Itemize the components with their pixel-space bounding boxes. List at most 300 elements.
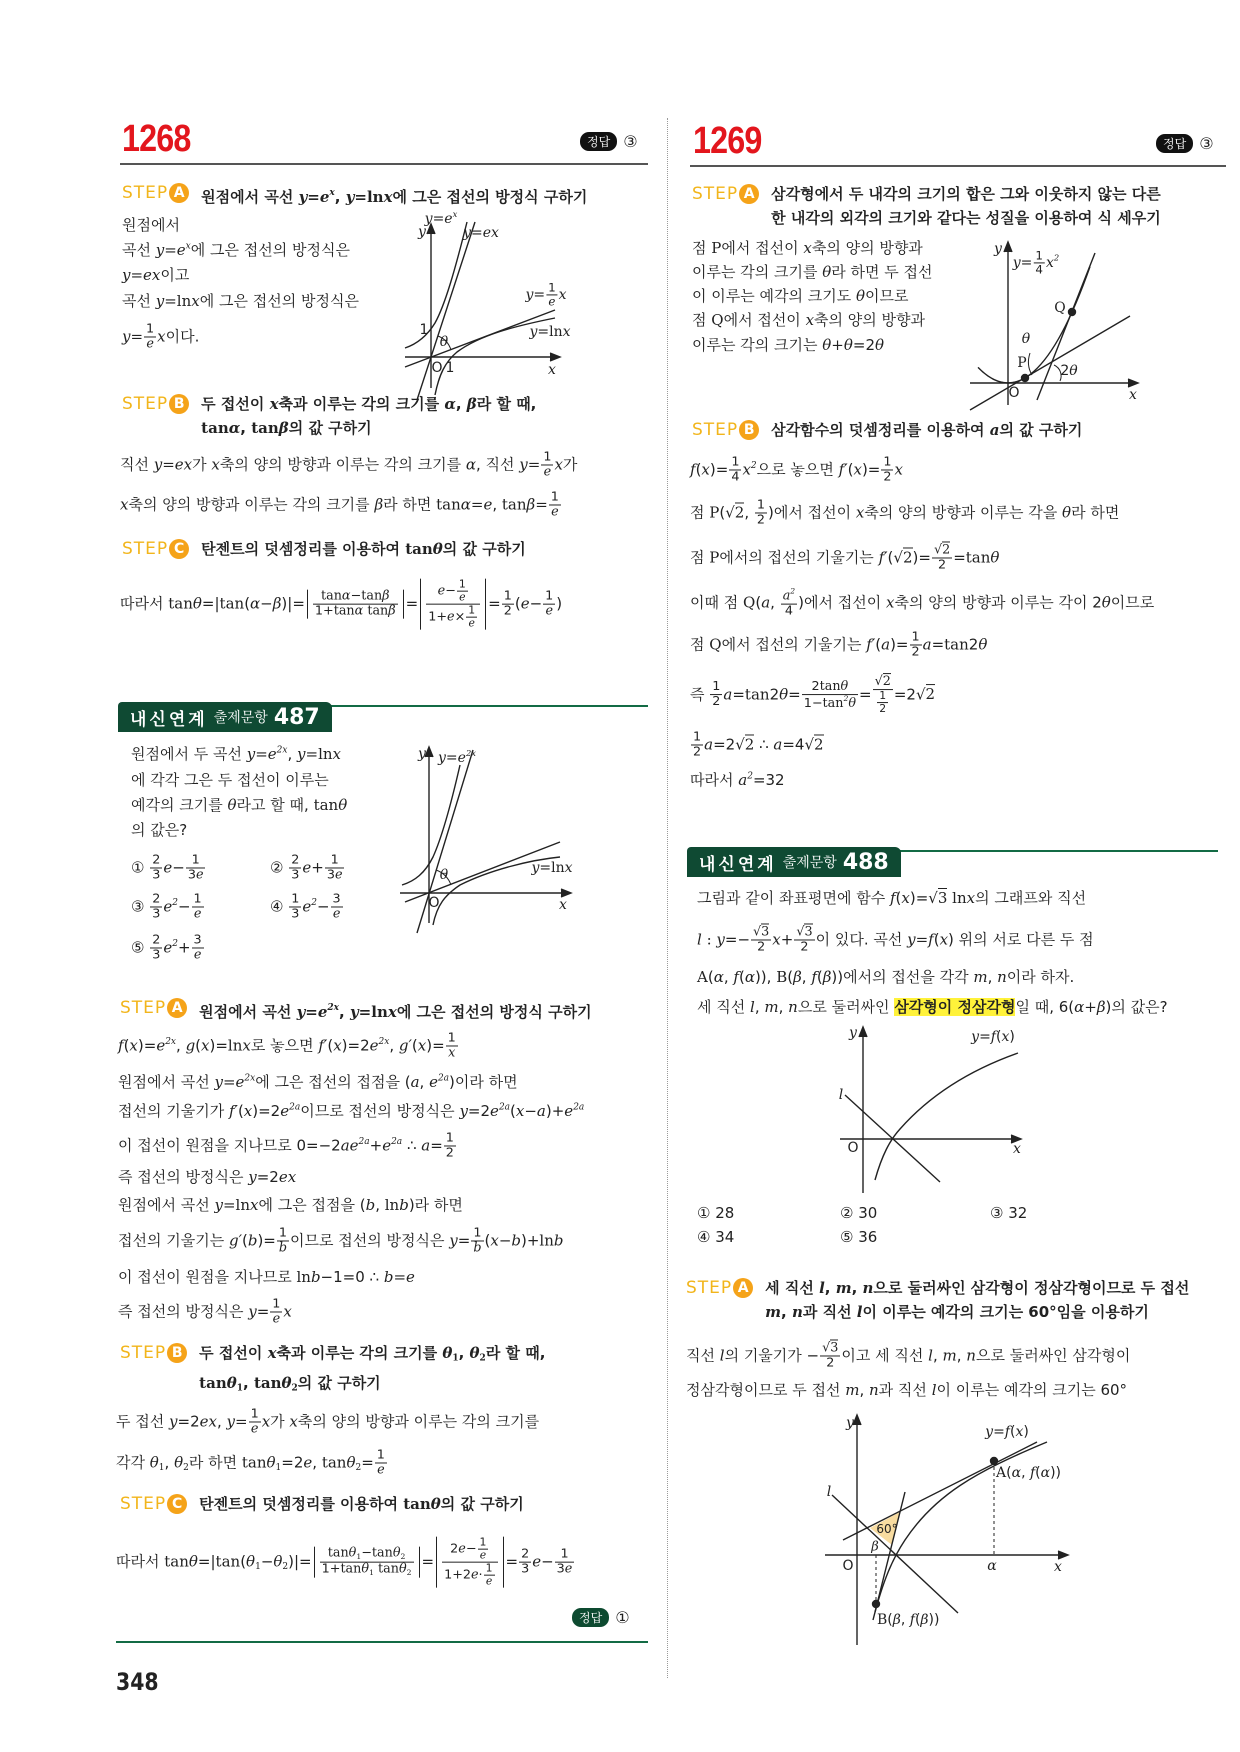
math-text: x [554,455,563,474]
math-text: f [811,968,817,986]
math-text: β [892,1612,901,1628]
fraction [375,1448,387,1477]
math-text: tan [241,1453,267,1472]
line-l [832,1495,958,1613]
math-text: x [805,311,815,329]
denominator [446,1047,458,1061]
math-text: Q [743,593,756,612]
math-text: x [333,1036,342,1055]
problem-line: l : y=− $\frac{√3}{2}$ x+ $\frac{√3}{2}$ 이 있다. 곡선 y=f(x) 위의 서로 다른 두 점 [697,924,1094,955]
math-text: tan [321,1453,347,1472]
math-text: x [191,292,200,310]
radicand: 2 [814,735,824,754]
math-text: tan [744,685,770,704]
choice-2[interactable]: ② $\frac{2}{3}$ e+ $\frac{1}{3e}$ [270,852,343,883]
math-text: e [551,504,559,520]
numerator [873,675,893,690]
math-text: tan [251,419,279,437]
sqrt: √2 [804,735,824,754]
math-text: β= [526,495,548,514]
fraction [794,925,814,954]
step-a-heading: STEP A 삼각형에서 두 내각의 크기의 합은 그와 이웃하지 않는 다른 한 내각의 외각의 크기와 같다는 성질을 이용하여 식 세우기 [692,184,1161,227]
math-text: θ [1062,503,1072,522]
fraction [555,1547,575,1576]
math-text: b [247,1231,258,1250]
math-text: x [1015,1424,1024,1440]
numerator: 1 [471,1226,483,1241]
math-text: tan [219,594,245,613]
text-line: 직선 y=ex가 x축의 양의 방향과 이루는 각의 크기를 α, 직선 y= $\frac{1}{e}$ x가 [120,449,578,480]
problem-line: 의 값은? [131,821,188,839]
text-line: 원점에서 곡선 y=lnx에 그은 접점을 (b, lnb)라 하면 [118,1196,463,1214]
denominator: 1+e× $\frac{1}{e}$ [428,603,476,630]
math-text: β [382,588,390,604]
text-line: 점 P에서 접선이 x축의 양의 방향과 [692,239,923,257]
numerator: tanα−tanβ [313,589,398,604]
problem-number: 1268 [122,118,191,160]
math-text: α−β [250,594,282,613]
point-p [1022,375,1029,382]
math-text: y=e [296,1002,328,1021]
choice-3[interactable]: ③ $\frac{2}{3}$ $e^2-$ $\frac{1}{e}$ [131,891,202,922]
math-text: y [459,1102,468,1120]
math-text: tan [822,695,844,711]
fraction [502,589,514,618]
math-text: a [761,593,771,612]
math-text: a [421,1136,431,1155]
numerator [932,543,952,558]
math-text: x [387,1002,397,1021]
superscript: 2a [573,1102,585,1113]
numerator: 2 [152,891,161,907]
choice-1[interactable]: ① $\frac{2}{3}$ e− $\frac{1}{3e}$ [131,852,204,883]
numerator [751,925,771,940]
math-text: A [697,968,708,986]
math-text: θ [227,796,237,814]
math-text: y=e [438,750,466,767]
math-text: l [719,1346,725,1365]
math-text: l [826,1484,832,1500]
numerator [781,588,797,605]
math-text: x [1001,1029,1010,1045]
numerator: 1 [543,449,552,465]
math-text: P [1017,355,1027,371]
math-text: g′ [228,1231,242,1250]
fraction [541,450,553,479]
tangent-m [843,1442,1037,1540]
math-text: tan [327,1545,349,1561]
denominator: 2 [445,1145,454,1161]
fraction [549,490,561,519]
math-text: x [562,324,571,340]
numerator: 1 [712,679,721,695]
choice-5[interactable]: ⑤ $\frac{2}{3}$ $e^2+$ $\frac{3}{e}$ [131,932,202,963]
text-line: 이 접선이 원점을 지나므로 $0=-2ae^{2a}+e^{2a}$ ∴ a= $\frac{1}{2}$ [118,1130,454,1161]
math-text: y= [525,287,546,303]
denominator: 3 [152,867,161,883]
math-text: e [545,603,553,619]
math-text: x [448,1045,456,1061]
angle-label-theta [440,334,448,350]
step-a-heading: STEP A 원점에서 곡선 $y=e^{2x}$, y=lnx에 그은 접선의 방정식 구하기 [120,998,592,1021]
text-line: 각각 $\theta_1$, $\theta_2$라 하면 tanθ$_1$=2e, tanθ$_2$= $\frac{1}{e}$ [116,1447,385,1478]
numerator: 1 [693,729,702,745]
math-text: e [302,858,312,877]
numerator: 2 [521,1546,530,1562]
radicand: 2 [942,542,951,558]
math-text: x [559,897,567,913]
math-text: tan [320,588,342,604]
math-text: x [243,1102,253,1120]
math-text: l [697,930,702,949]
math-text: e [195,867,204,883]
subscript: 2 [355,1463,362,1474]
tick-label-1: 1 [419,322,429,338]
sqrt: √2 [735,735,755,754]
numerator: 2 [291,852,300,868]
box-rule [895,850,1218,852]
fraction [691,730,703,759]
math-text: x [332,745,342,763]
choice-2[interactable]: ② 30 [840,1204,878,1222]
choice-4[interactable]: ④ 34 [697,1228,735,1246]
math-text: l [931,1381,937,1399]
math-text: θ [442,1344,453,1362]
graph-tangents-e2x-lnx: y $y=e^{2x}$ θ y=lnx O x [400,745,575,925]
math-text: e [479,1548,487,1562]
text-line: 이 이루는 예각의 크기도 θ이므로 [692,287,909,305]
math-text: x−b [490,1231,521,1250]
axis-label-x [548,362,556,378]
math-text: α [444,395,456,413]
superscript: 2 [172,897,178,908]
math-text: y= [349,1002,372,1021]
superscript: 2a [498,1102,511,1113]
radicand: 3 [804,924,813,940]
formula-line: 따라서 tanθ=|tan(α−β)|= $\frac{\tan\alpha-\tan\beta}{\text{1+tanα tanβ}}$ = e− $\frac{1}{e}$ 1+e× $\frac{1}{e}$ = $\frac{1}{2}$ (e− $\frac{1}{e}$ ) [120,577,563,630]
math-text: b [310,1268,321,1286]
denominator: 3e [556,1561,573,1577]
choice-3[interactable]: ③ 32 [990,1204,1028,1222]
fraction [910,630,922,659]
choice-5[interactable]: ⑤ 36 [840,1228,878,1246]
label-curve-ex [425,209,458,227]
math-text: e [429,1073,438,1091]
math-text: f [909,1612,915,1628]
math-text: e [334,867,343,883]
math-text: α [341,588,351,604]
math-text: x [742,460,751,479]
denominator [375,1464,387,1478]
section-rule [116,1641,648,1643]
curve-e2x [402,765,460,885]
denominator [192,949,204,963]
math-text: ln [947,889,967,907]
math-text: e [447,609,455,625]
text-line: f(x)= $\frac{1}{4}$ $x^2$으로 놓으면 f′(x)= $\frac{1}{2}$ x [690,454,903,485]
math-text: y= [529,324,550,340]
math-text: f′ [878,548,888,567]
fraction [755,498,767,527]
math-text: m [835,1279,852,1297]
math-text: y=f [985,1424,1010,1440]
radicand: 3 [761,924,770,940]
superscript: 2x [465,747,476,758]
math-text: y= [155,292,177,310]
fraction [478,1537,489,1562]
answer-value: ③ [623,132,638,151]
math-text: f [889,889,896,907]
math-text: a [922,635,932,654]
choice-1[interactable]: ① 28 [697,1204,735,1222]
math-text: tan [403,1495,431,1513]
math-text: B [776,968,788,986]
math-text: b [278,1240,288,1256]
math-text: x [120,495,129,514]
graph-equilateral-triangle: y y=f(x) A(α, f(α)) l 60° β O α x B(β, f(β)) [825,1410,1095,1660]
math-text: y=e [214,1073,245,1091]
numerator: 3 [193,932,202,948]
radicand: 2 [902,548,913,567]
math-text: θ [469,1344,480,1362]
math-text: e [272,1311,281,1327]
fraction [320,1547,414,1577]
math-text: θ [392,1545,401,1561]
math-text: tan [333,603,355,619]
subscript: 1 [255,1562,261,1573]
math-text: n [966,1346,976,1365]
math-text: e [458,1541,466,1557]
math-text: θ+θ [822,336,853,354]
denominator [466,617,477,629]
math-text: e [459,590,466,604]
problem-line: 세 직선 l, m, n으로 둘러싸인 삼각형이 정삼각형일 때, 6(α+β)의 값은? [697,998,1168,1016]
math-text: f [118,1036,124,1055]
math-text: e [302,897,312,916]
math-text: n [862,1279,874,1297]
text-line: 접선의 기울기가 $f'(x)=2e^{2a}$이므로 접선의 방정식은 $y=2e^{2a}(x-a)+e^{2a}$ [118,1102,585,1120]
math-text: x [250,1196,259,1214]
math-text: tan [819,678,841,694]
math-text: a [723,685,733,704]
numerator: 3 [332,891,341,907]
line-2ex [417,750,473,933]
answer-badge: 정답 ① [572,1608,630,1627]
math-text: e [520,594,530,613]
math-text: f′ [228,1102,238,1120]
math-text: y=e [155,241,186,259]
math-text: α [987,1558,997,1574]
math-text: e [490,1102,499,1120]
math-text: e [548,294,556,309]
subscript: 2 [479,1353,486,1364]
superscript: x [329,188,335,198]
math-text: x [289,1412,298,1431]
denominator: 1+2e· $\frac{1}{e}$ [444,1561,493,1588]
math-text: y=e [424,211,453,228]
math-text: θ [430,1495,441,1513]
problem-line: 에 각각 그은 두 접선이 이루는 [131,771,329,789]
math-text: β [793,968,802,986]
math-text: tan [168,594,193,613]
math-text: x [417,1036,427,1055]
fraction [150,892,162,921]
math-text: α [228,419,241,437]
math-text: y=ex [122,266,161,284]
math-text: β [871,1539,879,1555]
math-text: Q [1054,300,1066,316]
math-text: y= [122,327,144,346]
math-text: ln [366,187,384,206]
numerator: e− $\frac{1}{e}$ [426,579,480,605]
fraction [325,853,345,882]
denominator: 2 [826,1355,835,1371]
denominator: 2 [883,469,892,485]
fraction [289,892,301,921]
math-text: tan [501,495,527,514]
math-text: tan [340,1561,362,1577]
math-text: θ [188,1552,198,1571]
math-text: y [169,1412,178,1431]
numerator: 1 [883,454,892,470]
text-line: y=ex이고 [122,266,190,284]
math-text: P [711,239,722,257]
math-text: ln [371,1002,388,1021]
choice-4[interactable]: ④ $\frac{1}{3}$ $e^2-$ $\frac{3}{e}$ [270,891,341,922]
fraction [781,588,797,619]
math-text: x [772,930,781,949]
math-text: β [466,395,477,413]
math-text: y [418,746,426,762]
subscript: 1 [275,1463,282,1474]
math-text: tan [164,1552,189,1571]
math-text: x [558,287,567,303]
fraction [150,933,162,962]
math-text: θ [848,695,857,711]
math-text: a [773,735,783,754]
text-line: x축의 양의 방향과 이루는 각의 크기를 β라 하면 tanα=e, tanβ= $\frac{1}{e}$ [120,489,559,520]
math-text: y=e [246,745,277,763]
text-line: 정삼각형이므로 두 접선 m, n과 직선 l이 이루는 예각의 크기는 60° [686,1381,1128,1399]
math-text: a [989,421,1000,439]
radicand: 3 [830,1340,839,1356]
fraction [249,1407,261,1436]
subscript: 2 [291,1383,298,1394]
math-text: e [146,336,154,352]
subscript: 1 [356,1552,362,1562]
numerator: 1 [548,280,556,295]
math-text: x [901,889,910,907]
text-line: 곡선 y=lnx에 그은 접선의 방정식은 [122,292,359,310]
subscript: 1 [236,1383,244,1394]
sqrt: √2 [874,674,891,690]
math-text: x [261,1412,271,1431]
sqrt: √3 [928,889,948,907]
math-text: ln [384,1196,400,1214]
denominator: 3 [291,906,300,922]
step-c-heading: STEP C 탄젠트의 덧셈정리를 이용하여 tanθ의 값 구하기 [120,1494,524,1514]
sqrt: √2 [893,548,913,567]
math-text: x [548,362,556,378]
text-line: 점 Q에서 접선의 기울기는 f′(a)= $\frac{1}{2}$ a=tan2θ [690,629,988,660]
denominator: 4 [731,469,740,485]
denominator: $1-\tan^2\theta$ [803,693,857,711]
superscript: 2 [747,771,753,782]
fraction [519,1547,531,1576]
problem-line: A(α, f(α)), B(β, f(β))에서의 접선을 각각 m, n이라 하자. [697,968,1075,986]
fraction [881,455,893,484]
denominator: 3 [291,867,300,883]
math-text: f [690,460,696,479]
numerator: 1 [447,1030,456,1046]
math-text: y [248,1302,257,1321]
math-text: e [564,1102,574,1120]
denominator: 4 [1035,262,1043,277]
text-line: 즉 접선의 방정식은 y= $\frac{1}{e}$ x [118,1296,292,1327]
denominator: 2 [879,702,887,716]
math-text: y=ex [153,455,193,474]
text-line: 이루는 각의 크기를 θ라 하면 두 접선 [692,263,933,281]
math-text: θ [978,635,988,654]
math-text: x [1045,255,1054,271]
numerator: 2 [152,932,161,948]
math-text: e [163,858,173,877]
point-q [1069,309,1076,316]
subscript: 2 [183,1463,189,1474]
fraction [873,675,893,715]
numerator: 2e− $\frac{1}{e}$ [442,1537,497,1563]
math-text: θ [779,685,789,704]
box-rule [330,705,648,707]
radicand: 2 [734,503,745,522]
numerator [794,925,814,940]
denominator: 3 [152,947,161,963]
math-text: tan [253,1373,282,1392]
math-text: α=e [460,495,493,514]
math-text: x [201,1036,210,1055]
math-text: e [303,1453,313,1472]
superscript: 2a [437,1073,450,1084]
math-text: n [791,1303,803,1321]
math-text: x [894,460,903,479]
numerator: 1 [468,603,476,617]
math-text: θ [990,548,1000,567]
related-problem-box: 내신연계 출제문항 487 [118,702,332,732]
math-text: α [1040,1465,1051,1481]
math-text: α+β [1074,998,1106,1016]
numerator: 1 [911,629,920,645]
math-text: θ [226,1373,237,1392]
step-c-heading: STEP C 탄젠트의 덧셈정리를 이용하여 tanθ의 값 구하기 [122,539,526,559]
math-text: x [129,1036,138,1055]
math-text: ln [539,1231,554,1250]
step-b-heading: STEP B 두 접선이 x축과 이루는 각의 크기를 $\theta_1$, $\theta_2$라 할 때, tanθ$_1$, tanθ$_2$의 값 구하기 [120,1343,546,1394]
fraction [331,892,343,921]
math-text: β [374,495,384,514]
math-text: m [764,998,779,1016]
answer-label: 정답 [580,132,617,151]
math-text: tan [436,495,461,514]
math-text: ln [551,860,565,876]
step-label: STEP [122,183,169,203]
math-text: n [997,968,1007,986]
math-text: x [701,460,710,479]
math-text: l [819,1279,825,1297]
step-title: 원점에서 곡선 $y=e^x$, y=lnx에 그은 접선의 방정식 구하기 [201,187,588,206]
denominator: 2 [757,939,766,955]
fraction [446,1031,458,1060]
numerator: 1 [503,588,512,604]
